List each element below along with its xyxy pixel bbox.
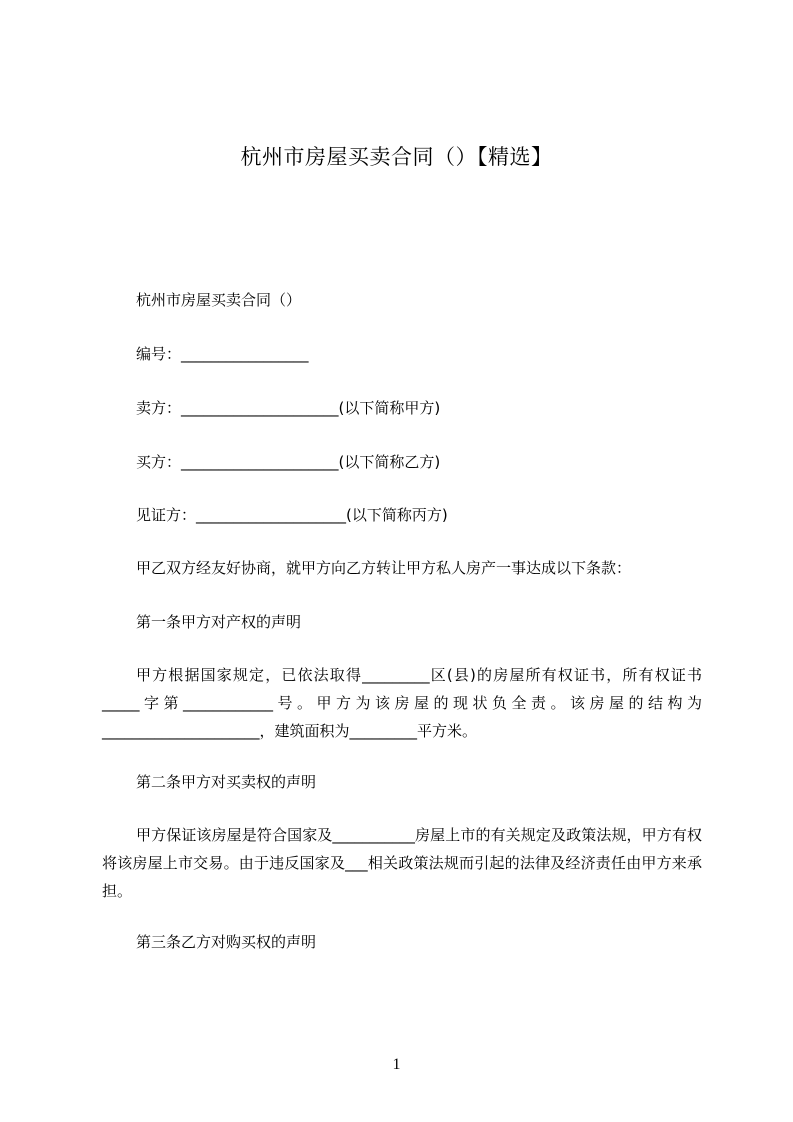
buyer-line: 买方：_____________________(以下简称乙方) (136, 453, 441, 471)
contract-number-line: 编号：_________________ (136, 345, 309, 363)
article-3-heading: 第三条乙方对购买权的声明 (136, 933, 317, 951)
article-1-heading: 第一条甲方对产权的声明 (136, 613, 302, 631)
seller-line: 卖方：_____________________(以下简称甲方) (136, 399, 441, 417)
article-2-heading: 第二条甲方对买卖权的声明 (136, 773, 317, 791)
article-2-body: 甲方保证该房屋是符合国家及___________房屋上市的有关规定及政策法规，甲方有权将该房屋上市交易。由于违反国家及___相关政策法规而引起的法律及经济责任由甲方来承担。 (102, 826, 702, 900)
page-title: 杭州市房屋买卖合同（）【精选】 (240, 145, 553, 169)
article-1-body: 甲方根据国家规定，已依法取得_________区(县)的房屋所有权证书，所有权证书_____字第____________号。甲方为该房屋的现状负全责。该房屋的结构为_____________________，建筑面积为_________平方米。 (102, 666, 702, 740)
intro-paragraph: 甲乙双方经友好协商，就甲方向乙方转让甲方私人房产一事达成以下条款： (136, 559, 632, 577)
page-number: 1 (392, 1056, 401, 1073)
witness-line: 见证方：____________________(以下简称丙方) (136, 506, 448, 524)
contract-subtitle: 杭州市房屋买卖合同（） (136, 291, 302, 309)
